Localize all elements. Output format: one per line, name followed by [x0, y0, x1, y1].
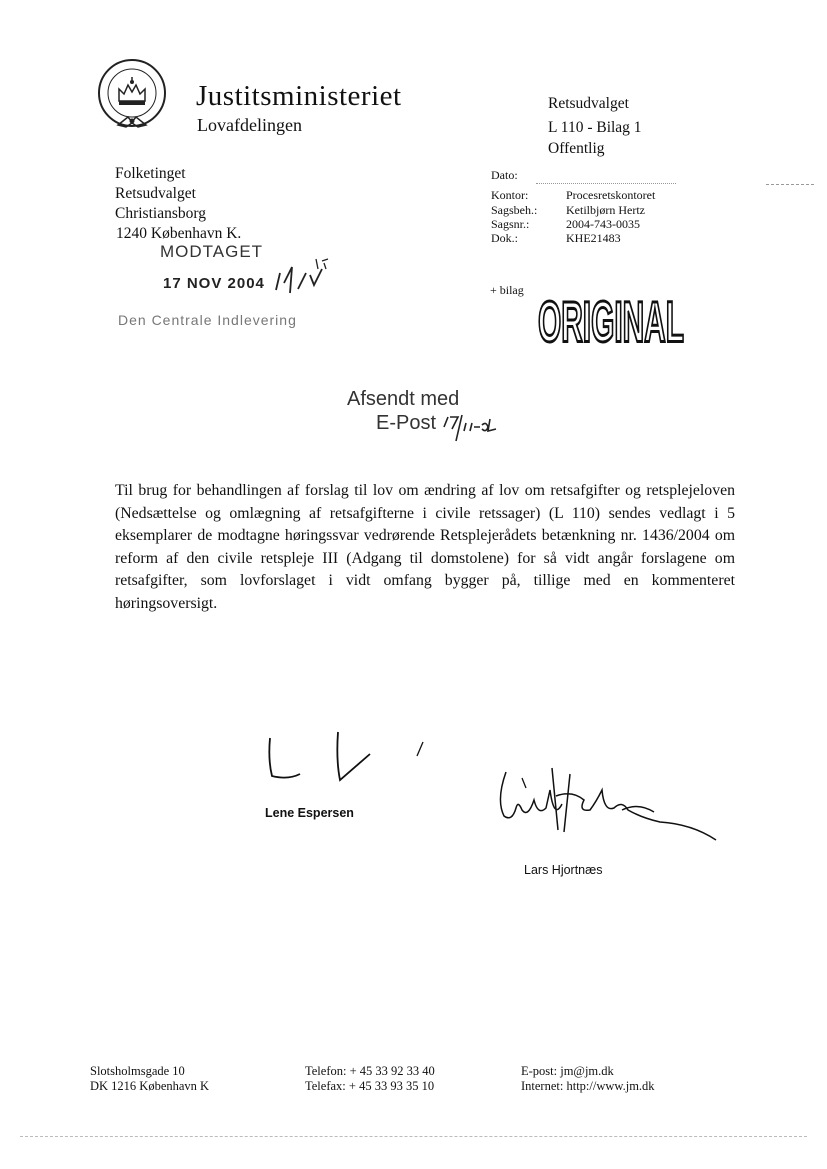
received-stamp-date: 17 NOV 2004 [163, 275, 265, 292]
office-stamp: Den Centrale Indlevering [118, 312, 297, 328]
ministry-name: Justitsministeriet [196, 80, 402, 112]
case-metadata [491, 168, 791, 248]
reference-status: Offentlig [548, 140, 605, 157]
meta-value: Ketilbjørn Hertz [566, 203, 645, 217]
recipient-line: Folketinget [115, 165, 186, 182]
received-stamp: MODTAGET [160, 242, 264, 261]
meta-label: Sagsbeh.: [491, 203, 538, 217]
footer-rule [20, 1136, 807, 1137]
letter-body: Til brug for behandlingen af forslag til lov om ændring af lov om retsafgifter og retsplejeloven (Nedsættelse og omlægning af retsafgifterne i civile retssager) (L 110) sendes vedlagt i 5 eksemplarer de modtagne høringssvar vedrørende Retsplejerådets betænkning nr. 1436/2004 om reform af den civile retspleje III (Adgang til domstolene) for så vidt angår forslagene om retsafgifter, som lovforslaget i vidt omfang bygger på, tillige med en kommenteret høringsoversigt. [115, 482, 735, 612]
footer-address [90, 1064, 209, 1094]
attachment-note: + bilag [490, 283, 524, 297]
signer-name: Lars Hjortnæs [524, 863, 603, 877]
meta-value: Procesretskontoret [566, 188, 656, 202]
meta-label: Kontor: [491, 188, 529, 202]
signature-slash [414, 740, 426, 758]
meta-value: KHE21483 [566, 231, 621, 245]
footer-contact-block [521, 1064, 655, 1094]
recipient-address [115, 164, 241, 244]
handwritten-sent-date [440, 413, 500, 443]
date-underline [536, 183, 676, 184]
original-stamp [536, 289, 688, 355]
sent-stamp-line2: E-Post [376, 412, 437, 434]
department-name: Lovafdelingen [197, 115, 302, 135]
meta-label: Sagsnr.: [491, 217, 530, 231]
footer-fax: Telefax: + 45 33 93 35 10 [305, 1079, 435, 1093]
footer-email: E-post: jm@jm.dk [521, 1064, 614, 1078]
footer-phone: Telefon: + 45 33 92 33 40 [305, 1064, 435, 1078]
recipient-line: Christiansborg [115, 205, 206, 222]
ministry-seal [92, 55, 172, 140]
reference-committee: Retsudvalget [548, 95, 629, 112]
footer-address-city: DK 1216 København K [90, 1079, 210, 1093]
reference-bill: L 110 - Bilag 1 [548, 119, 642, 136]
footer-internet: Internet: http://www.jm.dk [521, 1079, 655, 1093]
handwritten-stamp-note [270, 255, 340, 300]
meta-value: 2004-743-0035 [566, 217, 640, 231]
signature-lars-hjortnaes [492, 760, 727, 855]
signer-name: Lene Espersen [265, 806, 354, 820]
recipient-line: 1240 København K. [116, 225, 242, 242]
meta-label: Dok.: [491, 231, 518, 245]
sent-stamp-line1: Afsendt med [347, 388, 460, 410]
meta-date-label: Dato: [491, 168, 518, 182]
footer-address-street: Slotsholmsgade 10 [90, 1064, 185, 1078]
crown-seal-icon [92, 55, 172, 140]
original-stamp-text: ORIGINAL [538, 290, 684, 355]
recipient-line: Retsudvalget [115, 185, 196, 202]
signature-lene-espersen [258, 730, 378, 790]
right-margin-rule [766, 184, 814, 185]
footer-phone-block [305, 1064, 435, 1094]
